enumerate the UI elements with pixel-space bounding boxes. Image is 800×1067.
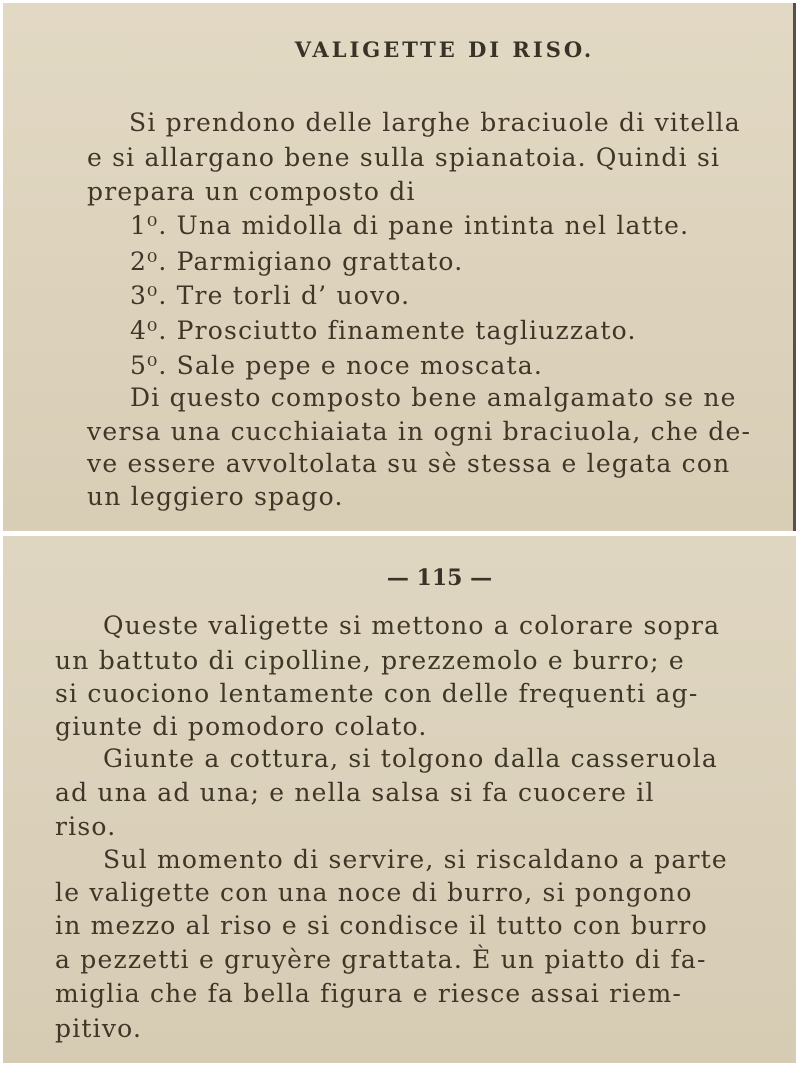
text-line: prepara un composto di bbox=[87, 177, 416, 206]
text-line: Sul momento di servire, si riscaldano a parte bbox=[103, 845, 728, 874]
text-line: Di questo composto bene amalgamato se ne bbox=[130, 383, 737, 412]
page-photo-bottom bbox=[3, 536, 796, 1063]
text-line: Giunte a cottura, si tolgono dalla casseruola bbox=[103, 744, 718, 773]
text-line: Si prendono delle larghe braciuole di vitella bbox=[129, 108, 741, 137]
text-line: le valigette con una noce di burro, si pongono bbox=[55, 878, 693, 907]
text-line: e si allargano bene sulla spianatoia. Quindi si bbox=[87, 143, 721, 172]
ingredient-line: 1⁰. Una midolla di pane intinta nel latte. bbox=[130, 211, 690, 240]
ingredient-line: 3⁰. Tre torli d’ uovo. bbox=[130, 281, 411, 310]
text-line: in mezzo al riso e si condisce il tutto con burro bbox=[55, 911, 708, 940]
ingredient-line: 5⁰. Sale pepe e noce moscata. bbox=[130, 351, 543, 380]
page-edge-shadow bbox=[793, 3, 796, 531]
text-line: un leggiero spago. bbox=[87, 482, 344, 511]
text-line: si cuociono lentamente con delle frequenti ag- bbox=[55, 679, 699, 708]
page-number: — 115 — bbox=[386, 565, 493, 591]
ingredient-line: 4⁰. Prosciutto finamente tagliuzzato. bbox=[130, 316, 637, 345]
page-photo-top bbox=[3, 3, 796, 531]
text-line: un battuto di cipolline, prezzemolo e burro; e bbox=[55, 646, 685, 675]
text-line: giunte di pomodoro colato. bbox=[55, 712, 428, 741]
text-line: a pezzetti e gruyère grattata. È un piatto di fa- bbox=[55, 945, 707, 974]
text-line: versa una cucchiaiata in ogni braciuola, che de- bbox=[87, 417, 752, 446]
text-line: pitivo. bbox=[55, 1014, 143, 1043]
text-line: miglia che fa bella figura e riesce assai riem- bbox=[55, 979, 683, 1008]
recipe-title: VALIGETTE DI RISO. bbox=[294, 37, 595, 62]
text-line: Queste valigette si mettono a colorare sopra bbox=[103, 611, 721, 640]
ingredient-line: 2⁰. Parmigiano grattato. bbox=[130, 247, 464, 276]
text-line: ve essere avvoltolata su sè stessa e legata con bbox=[87, 449, 731, 478]
text-line: riso. bbox=[55, 812, 117, 841]
text-line: ad una ad una; e nella salsa si fa cuocere il bbox=[55, 778, 655, 807]
